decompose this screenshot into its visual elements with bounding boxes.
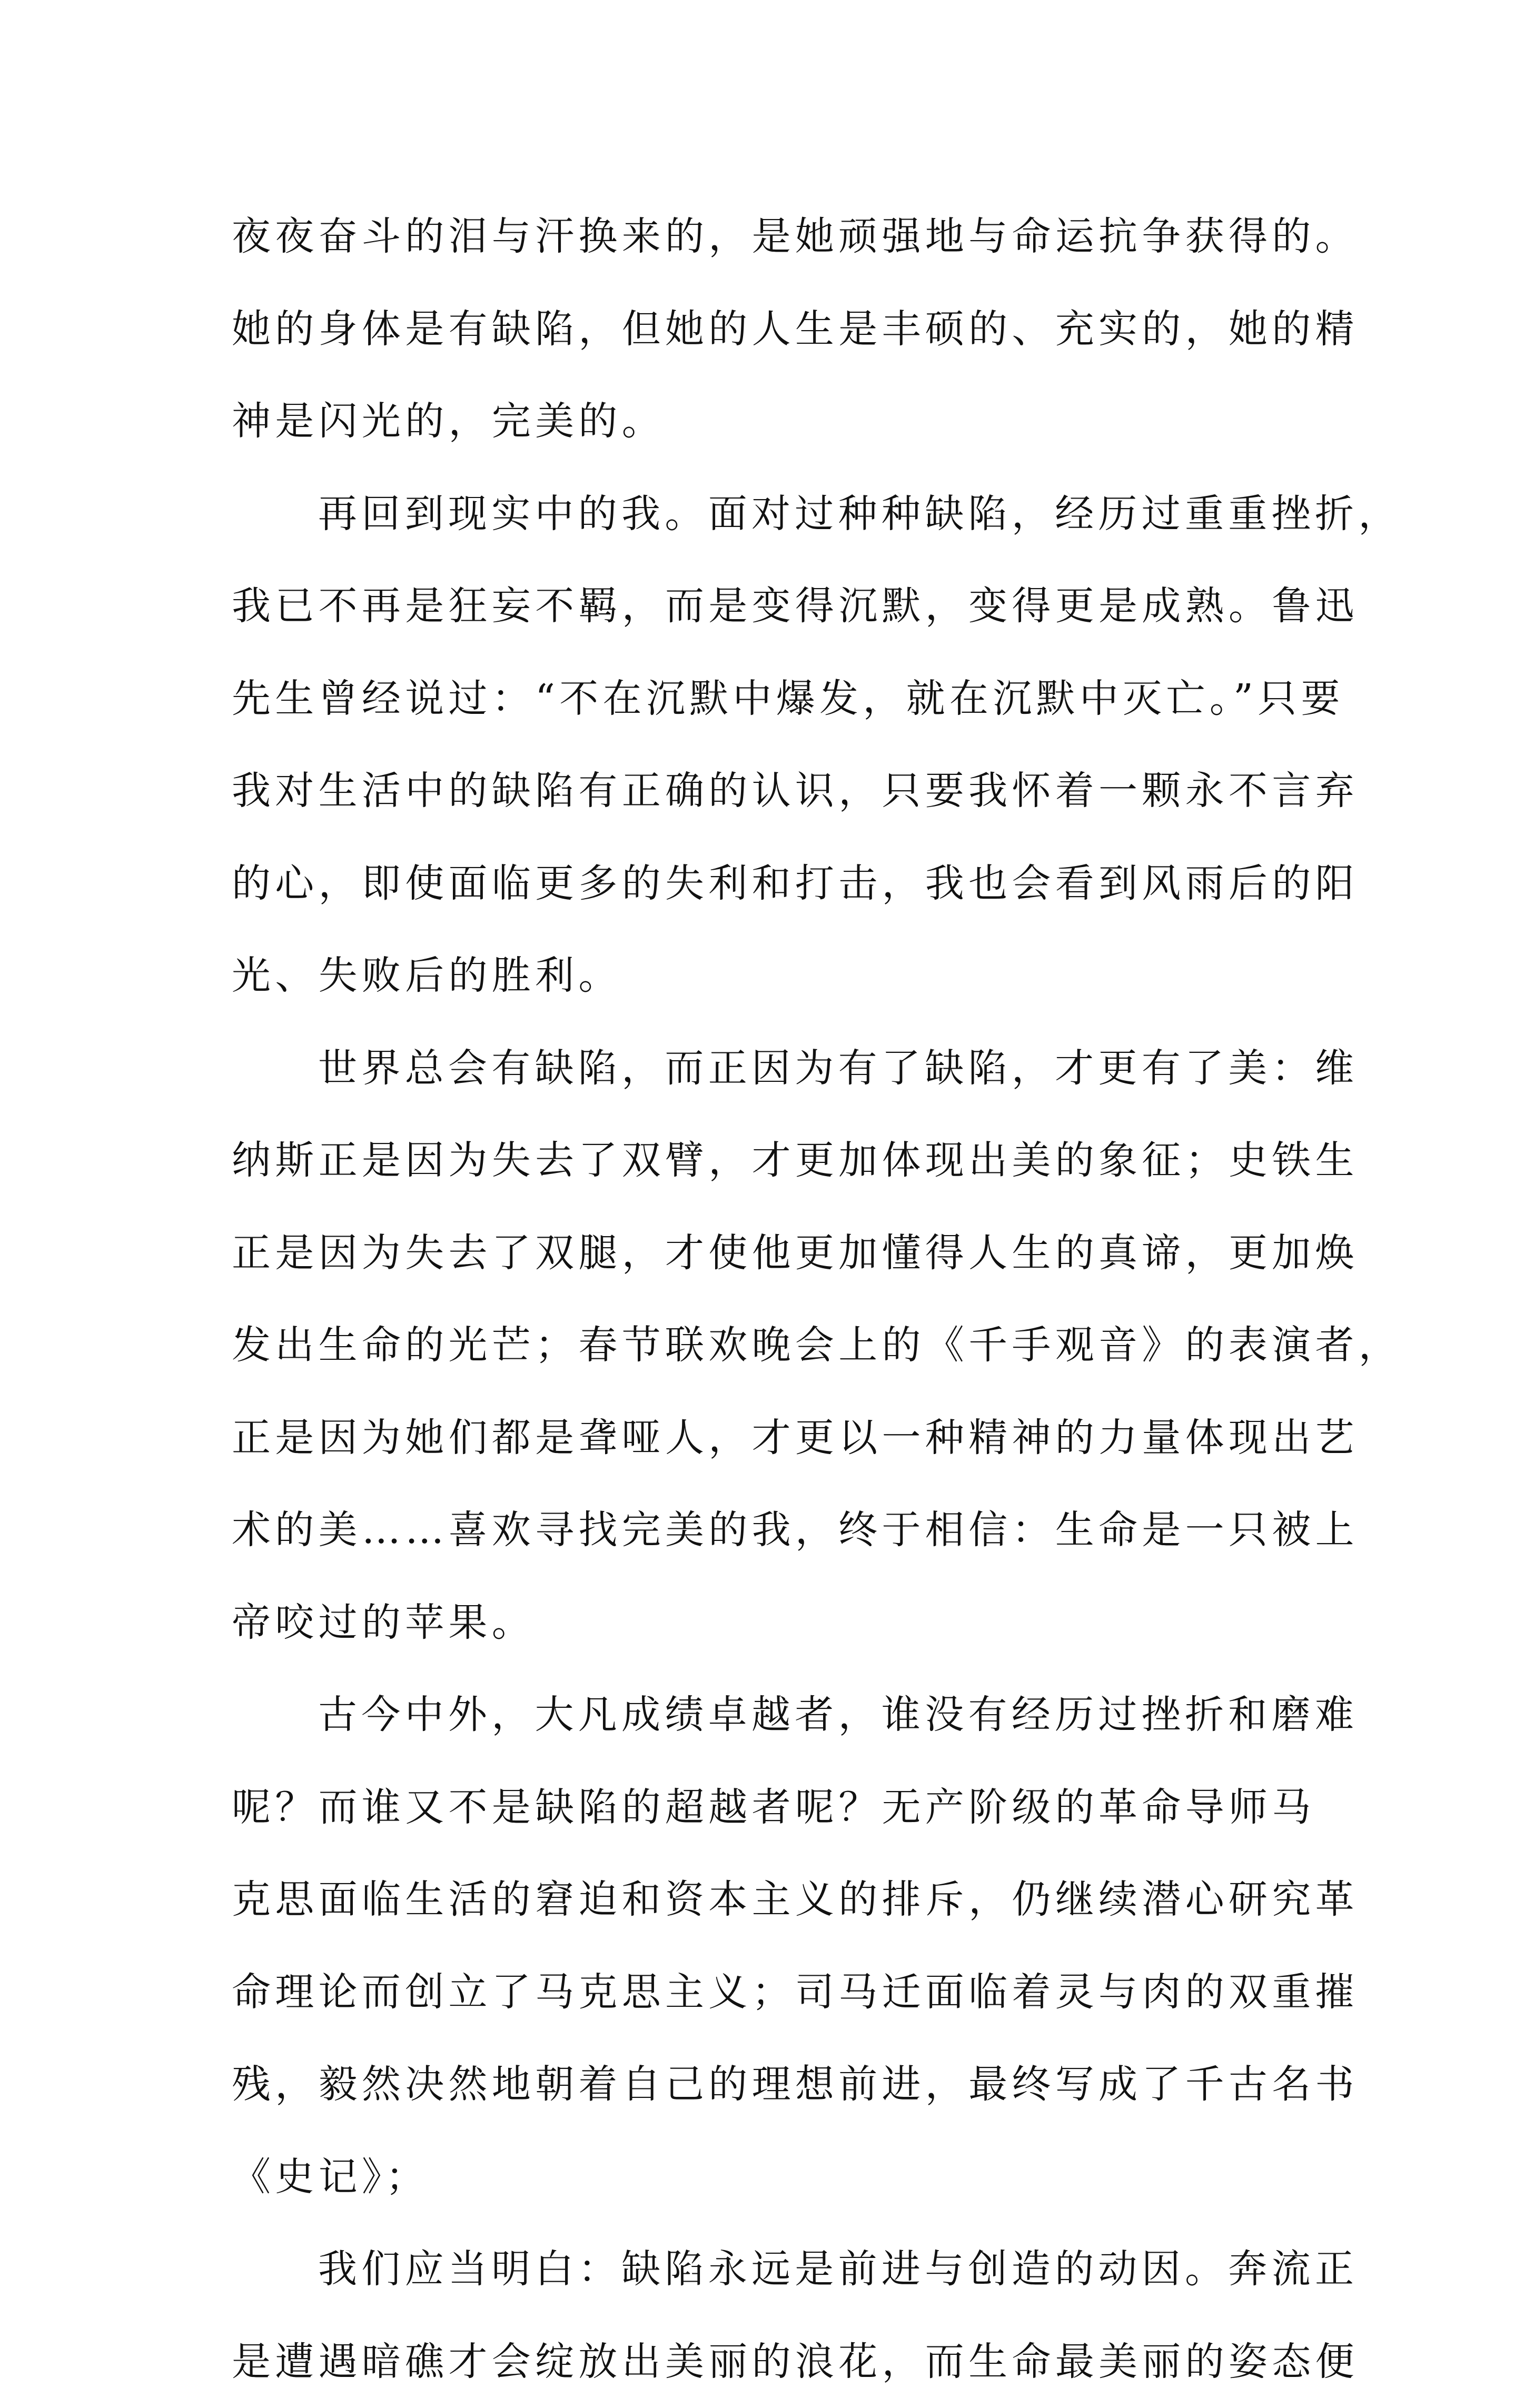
text-line: 残，毅然决然地朝着自己的理想前进，最终写成了千古名书 (232, 2038, 1306, 2131)
text-line: 先生曾经说过：“不在沉默中爆发，就在沉默中灭亡。”只要 (232, 653, 1306, 745)
text-line: 纳斯正是因为失去了双臂，才更加体现出美的象征；史铁生 (232, 1115, 1306, 1207)
text-line: 正是因为失去了双腿，才使他更加懂得人生的真谛，更加焕 (232, 1207, 1306, 1300)
text-line: 光、失败后的胜利。 (232, 930, 1306, 1022)
text-line: 术的美……喜欢寻找完美的我，终于相信：生命是一只被上 (232, 1484, 1306, 1577)
text-line: 克思面临生活的窘迫和资本主义的排斥，仍继续潜心研究革 (232, 1854, 1306, 1946)
essay-body-text (232, 191, 1306, 2408)
text-line: 《史记》； (232, 2131, 1306, 2224)
text-line: 正是因为她们都是聋哑人，才更以一种精神的力量体现出艺 (232, 1392, 1306, 1485)
text-line: 神是闪光的，完美的。 (232, 375, 1306, 468)
text-line: 的心，即使面临更多的失利和打击，我也会看到风雨后的阳 (232, 838, 1306, 930)
text-line: 命理论而创立了马克思主义；司马迁面临着灵与肉的双重摧 (232, 1946, 1306, 2039)
paragraph-first-line: 古今中外，大凡成绩卓越者，谁没有经历过挫折和磨难 (232, 1669, 1306, 1762)
paragraph-first-line: 再回到现实中的我。面对过种种缺陷，经历过重重挫折， (232, 468, 1306, 561)
text-line: 我已不再是狂妄不羁，而是变得沉默，变得更是成熟。鲁迅 (232, 560, 1306, 653)
text-line: 她的身体是有缺陷，但她的人生是丰硕的、充实的，她的精 (232, 283, 1306, 376)
paragraph-first-line: 世界总会有缺陷，而正因为有了缺陷，才更有了美：维 (232, 1022, 1306, 1115)
text-line: 帝咬过的苹果。 (232, 1577, 1306, 1669)
text-line: 呢？而谁又不是缺陷的超越者呢？无产阶级的革命导师马 (232, 1762, 1306, 1854)
text-line: 我对生活中的缺陷有正确的认识，只要我怀着一颗永不言弃 (232, 745, 1306, 838)
text-line: 夜夜奋斗的泪与汗换来的，是她顽强地与命运抗争获得的。 (232, 191, 1306, 283)
text-line: 发出生命的光芒；春节联欢晚会上的《千手观音》的表演者， (232, 1299, 1306, 1392)
text-line: 是遭遇暗礁才会绽放出美丽的浪花，而生命最美丽的姿态便 (232, 2316, 1306, 2408)
paragraph-first-line: 我们应当明白：缺陷永远是前进与创造的动因。奔流正 (232, 2223, 1306, 2316)
